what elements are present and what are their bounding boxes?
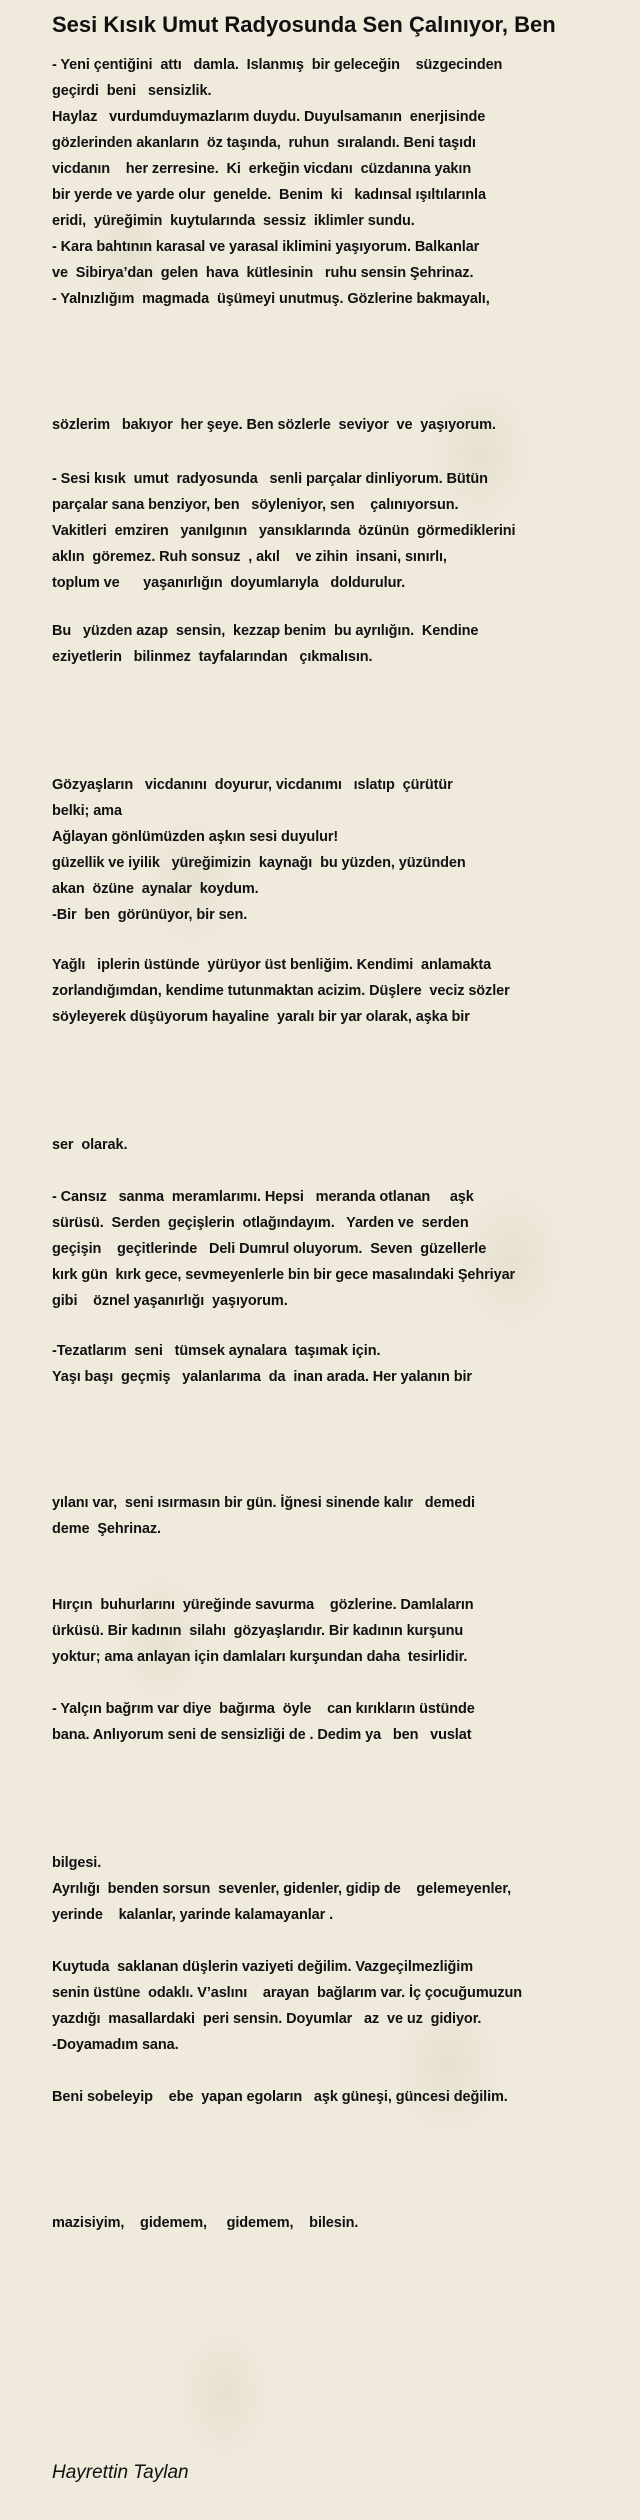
poem-line: ser olarak. <box>52 1137 128 1153</box>
poem-line: - Sesi kısık umut radyosunda senli parçalar dinliyorum. Bütün <box>52 471 488 487</box>
poem-line: -Tezatlarım seni tümsek aynalara taşımak için. <box>52 1343 381 1359</box>
poem-line: kırk gün kırk gece, sevmeyenlerle bin bir gece masalındaki Şehriyar <box>52 1267 516 1283</box>
poem-line: eziyetlerin bilinmez tayfalarından çıkmalısın. <box>52 649 373 665</box>
poem-line: Haylaz vurdumduymazlarım duydu. Duyulsamanın enerjisinde <box>52 109 486 125</box>
poem-line: geçişin geçitlerinde Deli Dumrul oluyorum. Seven güzellerle <box>52 1241 487 1257</box>
poem-line: belki; ama <box>52 803 122 819</box>
poem-line: - Yalçın bağrım var diye bağırma öyle can kırıkların üstünde <box>52 1701 475 1717</box>
poem-line: akan özüne aynalar koydum. <box>52 881 259 897</box>
poem-line: zorlandığımdan, kendime tutunmaktan acizim. Düşlere veciz sözler <box>52 983 510 999</box>
poem-line: ve Sibirya’dan gelen hava kütlesinin ruhu sensin Şehrinaz. <box>52 265 474 281</box>
poem-line: Yağlı iplerin üstünde yürüyor üst benliğim. Kendimi anlamakta <box>52 957 492 973</box>
poem-line: - Cansız sanma meramlarımı. Hepsi meranda otlanan aşk <box>52 1189 474 1205</box>
poem-line: geçirdi beni sensizlik. <box>52 83 212 99</box>
poem-line: parçalar sana benziyor, ben söyleniyor, sen çalınıyorsun. <box>52 497 459 513</box>
poem-line: bilgesi. <box>52 1855 102 1871</box>
poem-line: gözlerinden akanların öz taşında, ruhun sıralandı. Beni taşıdı <box>52 135 476 151</box>
author-name: Hayrettin Taylan <box>52 2462 189 2483</box>
poem-line: - Kara bahtının karasal ve yarasal iklimini yaşıyorum. Balkanlar <box>52 239 480 255</box>
poem-line: yoktur; ama anlayan için damlaları kurşundan daha tesirlidir. <box>52 1649 468 1665</box>
poem-line: yerinde kalanlar, yarinde kalamayanlar . <box>52 1907 334 1923</box>
poem-line: Vakitleri emziren yanılgının yansıklarında özünün görmediklerini <box>52 523 516 539</box>
poem-line: sürüsü. Serden geçişlerin otlağındayım. Yarden ve serden <box>52 1215 469 1231</box>
poem-line: -Doyamadım sana. <box>52 2037 179 2053</box>
poem-line: Bu yüzden azap sensin, kezzap benim bu ayrılığın. Kendine <box>52 623 479 639</box>
poem-line: - Yalnızlığım magmada üşümeyi unutmuş. Gözlerine bakmayalı, <box>52 291 490 307</box>
poem-line: Yaşı başı geçmiş yalanlarıma da inan arada. Her yalanın bir <box>52 1369 472 1385</box>
poem-line: -Bir ben görünüyor, bir sen. <box>52 907 248 923</box>
poem-line: Beni sobeleyip ebe yapan egoların aşk güneşi, güncesi değilim. <box>52 2089 508 2105</box>
poem-line: Ayrılığı benden sorsun sevenler, gidenler, gidip de gelemeyenler, <box>52 1881 512 1897</box>
poem-line: toplum ve yaşanırlığın doyumlarıyla doldurulur. <box>52 575 406 591</box>
poem-line: söyleyerek düşüyorum hayaline yaralı bir yar olarak, aşka bir <box>52 1009 470 1025</box>
poem-line: bana. Anlıyorum seni de sensizliği de . Dedim ya ben vuslat <box>52 1727 472 1743</box>
poem-line: bir yerde ve yarde olur genelde. Benim ki kadınsal ışıltılarınla <box>52 187 486 203</box>
poem-line: yılanı var, seni ısırmasın bir gün. İğnesi sinende kalır demedi <box>52 1495 475 1511</box>
poem-line: senin üstüne odaklı. V’aslını arayan bağlarım var. İç çocuğumuzun <box>52 1985 523 2001</box>
poem-line: Gözyaşların vicdanını doyurur, vicdanımı ıslatıp çürütür <box>52 777 453 793</box>
poem-line: güzellik ve iyilik yüreğimizin kaynağı bu yüzden, yüzünden <box>52 855 466 871</box>
poem-line: - Yeni çentiğini attı damla. Islanmış bir geleceğin süzgecinden <box>52 57 503 73</box>
poem-line: Kuytuda saklanan düşlerin vaziyeti değilim. Vazgeçilmezliğim <box>52 1959 473 1975</box>
poem-title: Sesi Kısık Umut Radyosunda Sen Çalınıyor, Ben <box>52 12 556 37</box>
poem-line: Hırçın buhurlarını yüreğinde savurma gözlerine. Damlaların <box>52 1597 474 1613</box>
poem-line: yazdığı masallardaki peri sensin. Doyumlar az ve uz gidiyor. <box>52 2011 482 2027</box>
poem-line: Ağlayan gönlümüzden aşkın sesi duyulur! <box>52 829 339 845</box>
poem-line: sözlerim bakıyor her şeye. Ben sözlerle seviyor ve yaşıyorum. <box>52 417 496 433</box>
poem-line: mazisiyim, gidemem, gidemem, bilesin. <box>52 2215 359 2231</box>
poem-line: gibi öznel yaşanırlığı yaşıyorum. <box>52 1293 288 1309</box>
poem-line: ürküsü. Bir kadının silahı gözyaşlarıdır. Bir kadının kurşunu <box>52 1623 464 1639</box>
poem-line: aklın göremez. Ruh sonsuz , akıl ve zihin insani, sınırlı, <box>52 549 447 565</box>
poem-line: vicdanın her zerresine. Ki erkeğin vicdanı cüzdanına yakın <box>52 161 472 177</box>
poem-line: eridi, yüreğimin kuytularında sessiz iklimler sundu. <box>52 213 415 229</box>
poem-line: deme Şehrinaz. <box>52 1521 161 1537</box>
